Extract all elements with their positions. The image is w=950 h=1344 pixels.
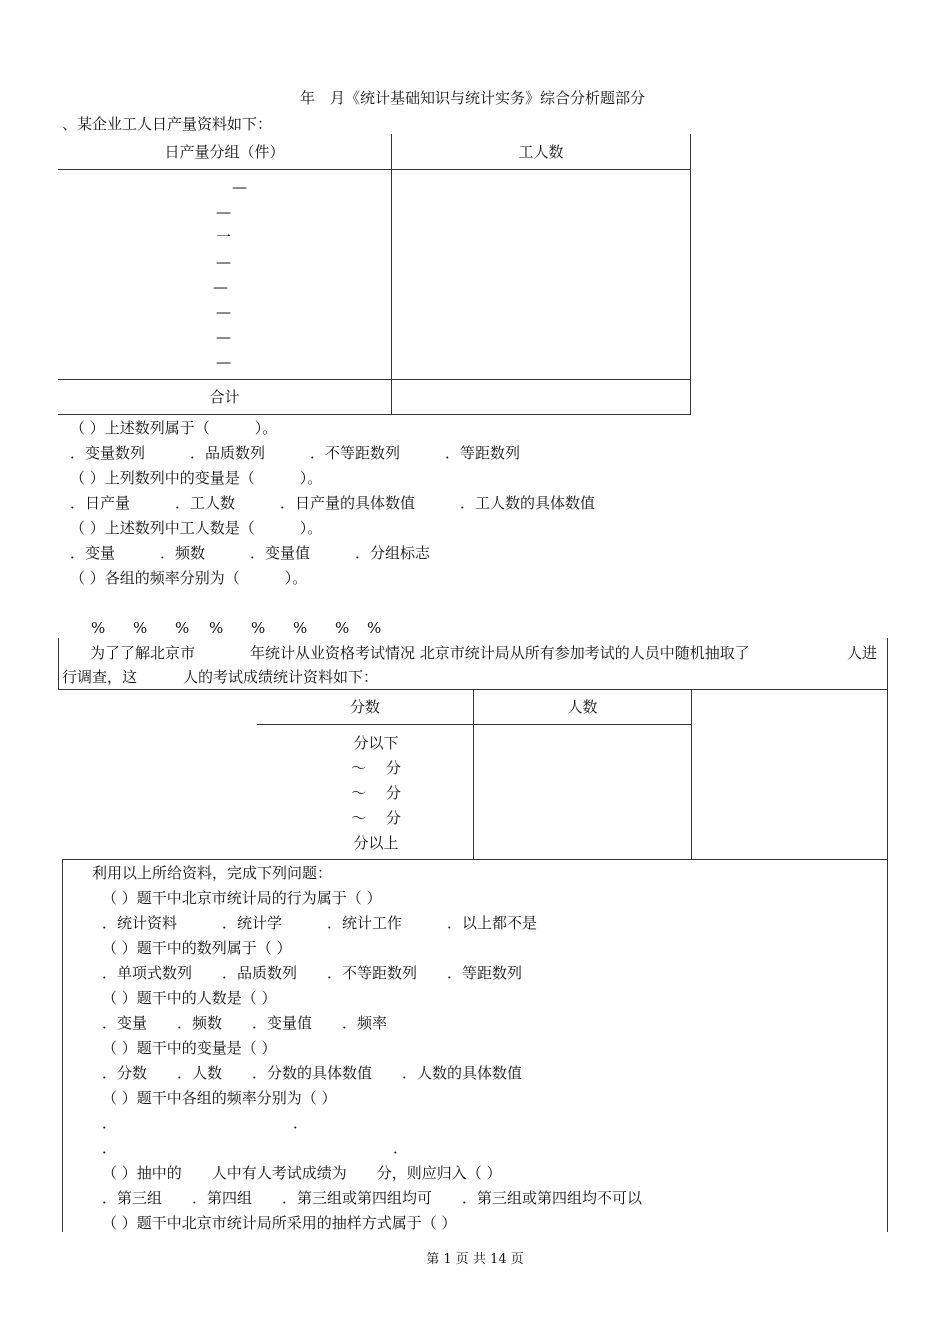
q2-options-5-c: ． xyxy=(102,1139,118,1157)
q2-intro-line2-a: 行调查，这 xyxy=(62,668,138,686)
q1-options-1: ．变量数列 ．品质数列 ．不等距数列 ．等距数列 xyxy=(70,444,521,462)
q2-question-1: （ ）题干中北京市统计局的行为属于（ ） xyxy=(102,889,382,907)
percent-mark: % xyxy=(209,619,224,637)
q1-group-dash: — xyxy=(213,278,228,296)
q2-frame-right xyxy=(887,638,888,690)
q1-question-2: （ ）上列数列中的变量是（ ）。 xyxy=(70,469,323,487)
q2-score-range: 分以上 xyxy=(353,834,399,852)
q1-question-3: （ ）上述数列中工人数是（ ）。 xyxy=(70,519,323,537)
q1-intro: 、某企业工人日产量资料如下： xyxy=(62,115,273,133)
q2-question-7: （ ）题干中北京市统计局所采用的抽样方式属于（ ） xyxy=(102,1214,457,1232)
q2-options-4: ．分数 ．人数 ．分数的具体数值 ．人数的具体数值 xyxy=(102,1064,523,1082)
q2-options-1: ．统计资料 ．统计学 ．统计工作 ．以上都不是 xyxy=(102,914,538,932)
q2-frame-right-lower xyxy=(887,690,888,860)
percent-mark: % xyxy=(175,619,190,637)
q1-options-2: ．日产量 ．工人数 ．日产量的具体数值 ．工人数的具体数值 xyxy=(70,494,596,512)
q2-table-bottom-rule xyxy=(62,859,888,860)
q1-table-total-rule xyxy=(58,379,691,380)
q2-table-header-rule xyxy=(257,724,692,725)
q2-score-range: ～ 分 xyxy=(351,809,401,827)
q1-col1-header: 日产量分组（件） xyxy=(164,143,285,161)
q2-score-range: 分以下 xyxy=(353,734,399,752)
q1-group-dash: — xyxy=(232,178,247,196)
q1-question-4: （ ）各组的频率分别为（ ）。 xyxy=(70,569,308,587)
q2-intro-line2-b: 人的考试成绩统计资料如下： xyxy=(183,668,379,686)
q1-group-dash: — xyxy=(216,353,231,371)
q1-table-bottom-rule xyxy=(58,414,691,415)
q1-options-3: ．变量 ．频数 ．变量值 ．分组标志 xyxy=(70,544,431,562)
q2-question-6: （ ）抽中的 人中有人考试成绩为 分，则应归入（ ） xyxy=(102,1164,502,1182)
q1-group-dash: — xyxy=(216,303,231,321)
q2-options-5-b: ． xyxy=(293,1114,309,1132)
percent-mark: % xyxy=(91,619,106,637)
q2-col2-header: 人数 xyxy=(567,698,598,716)
page-footer: 第 1 页 共 14 页 xyxy=(426,1252,524,1267)
q2-intro-line1-c: 人进 xyxy=(847,644,878,662)
q2-intro-line1-b: 年统计从业资格考试情况 北京市统计局从所有参加考试的人员中随机抽取了 xyxy=(250,644,750,662)
percent-mark: % xyxy=(293,619,308,637)
q1-group-dash: — xyxy=(216,328,231,346)
q1-table-header-rule xyxy=(58,169,691,170)
q2-options-3: ．变量 ．频数 ．变量值 ．频率 xyxy=(102,1014,388,1032)
q1-group-dash: — xyxy=(216,203,231,221)
percent-mark: % xyxy=(335,619,350,637)
q1-group-dash: — xyxy=(216,253,231,271)
q2-question-5: （ ）题干中各组的频率分别为（ ） xyxy=(102,1089,337,1107)
q2-options-5-a: ． xyxy=(102,1114,118,1132)
q2-score-range: ～ 分 xyxy=(351,784,401,802)
q2-score-range: ～ 分 xyxy=(351,759,401,777)
q2-question-3: （ ）题干中的人数是（ ） xyxy=(102,989,277,1007)
percent-mark: % xyxy=(367,619,382,637)
q2-col1-header: 分数 xyxy=(349,698,380,716)
q2-options-6: ．第三组 ．第四组 ．第三组或第四组均可 ．第三组或第四组均不可以 xyxy=(102,1189,643,1207)
percent-mark: % xyxy=(251,619,266,637)
q1-question-1: （ ）上述数列属于（ ）。 xyxy=(70,419,278,437)
q2-instructions: 利用以上所给资料，完成下列问题： xyxy=(92,864,333,882)
q2-frame-left xyxy=(58,638,59,690)
q2-lower-frame-left xyxy=(62,860,63,1232)
q2-options-2: ．单项式数列 ．品质数列 ．不等距数列 ．等距数列 xyxy=(102,964,523,982)
q2-question-4: （ ）题干中的变量是（ ） xyxy=(102,1039,277,1057)
q1-table-right-border xyxy=(690,134,691,415)
q1-total-label: 合计 xyxy=(209,388,240,406)
q1-col2-header: 工人数 xyxy=(518,143,564,161)
q2-options-5-d: ． xyxy=(393,1139,409,1157)
q2-question-2: （ ）题干中的数列属于（ ） xyxy=(102,939,292,957)
q2-intro-line1-a: 为了了解北京市 xyxy=(90,644,196,662)
percent-mark: % xyxy=(133,619,148,637)
q1-group-dash: 一 xyxy=(216,228,232,246)
q1-table-divider xyxy=(391,134,392,415)
page-title: 年 月《统计基础知识与统计实务》综合分析题部分 xyxy=(300,89,646,107)
q2-lower-frame-right xyxy=(887,860,888,1232)
